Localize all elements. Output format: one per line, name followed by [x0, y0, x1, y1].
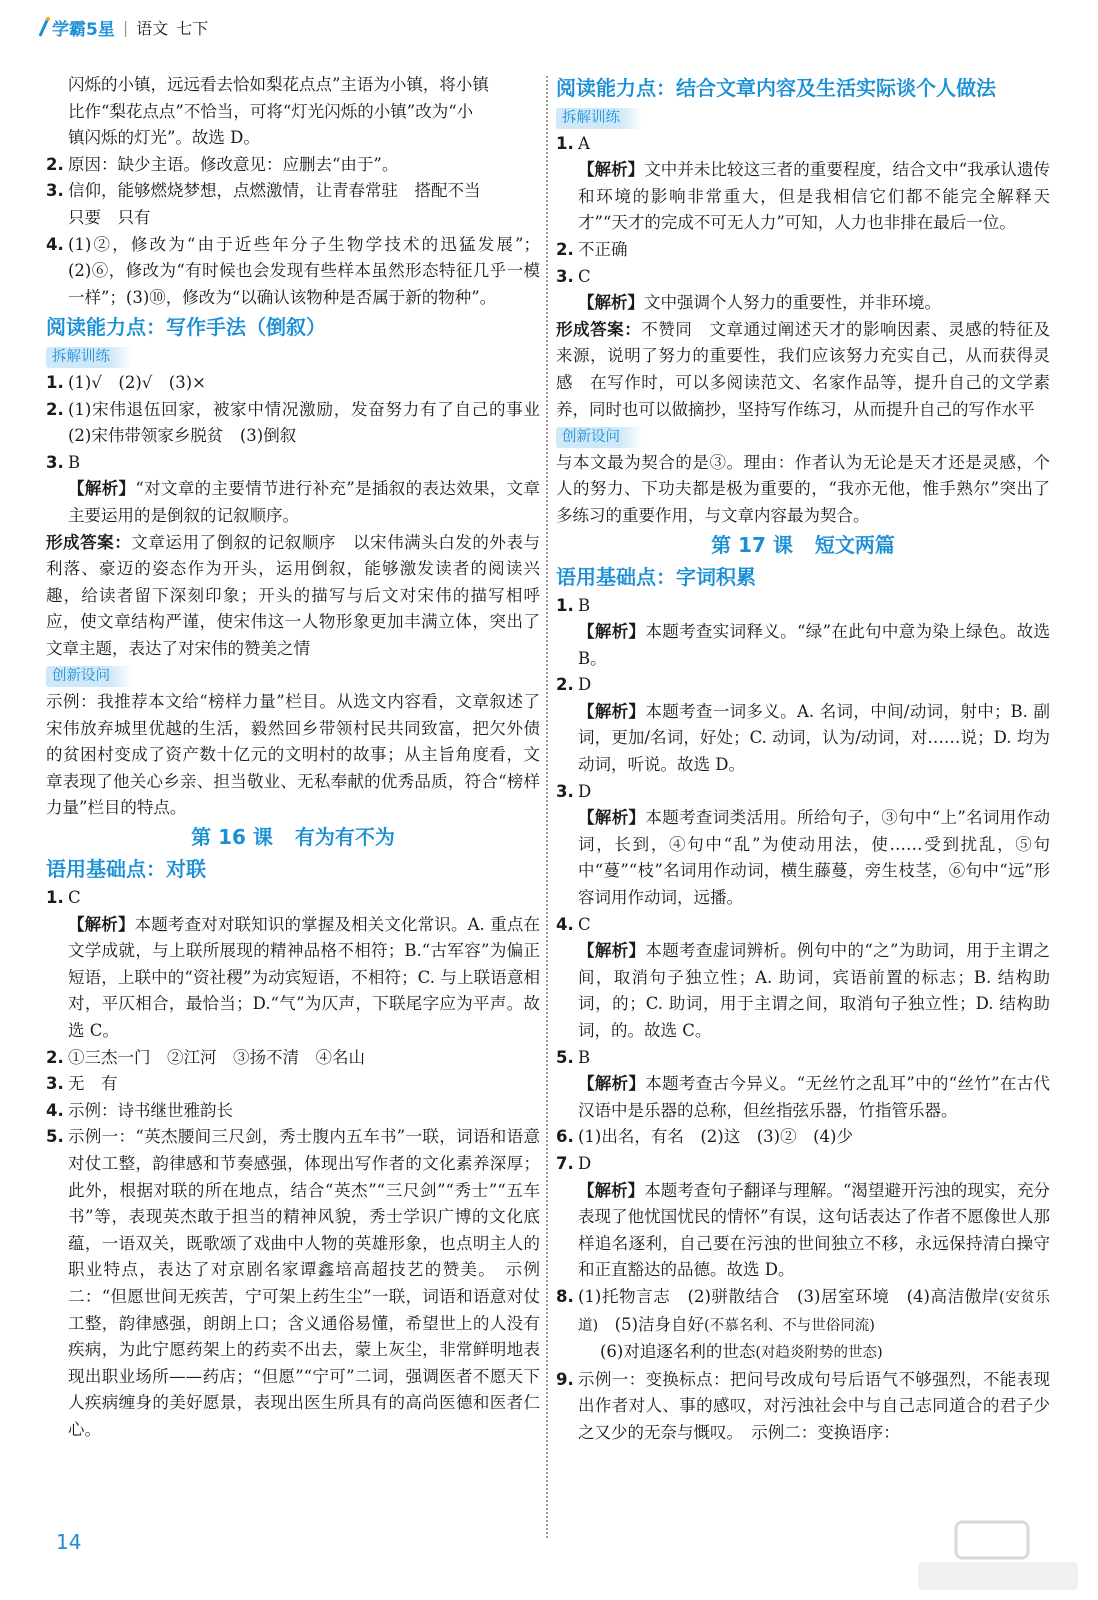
- analysis: 【解析】本题考查虚词辨析。例句中的“之”为助词，用于主谓之间，取消句子独立性；A. 助词，宾语前置的标志；B. 结构助词，的；C. 助词，用于主谓之间，取消句子独立性；D. 结构助词，的。故选 C。: [578, 941, 1050, 1040]
- analysis: 【解析】本题考查词类活用。所给句子，③句中“上”名词用作动词，长到，④句中“乱”为使动用法，使……受到扰乱，⑤句中“蔓”“枝”名词用作动词，横生藤蔓，旁生枝茎，⑥句中“远”形容词用作动词，远播。: [578, 808, 1050, 908]
- page-header: [38, 12, 208, 42]
- right-column: [556, 72, 1050, 1447]
- question-2: 2. 不正确: [556, 239, 628, 259]
- formed-answer: 形成答案：文章运用了倒叙的记叙顺序 以宋伟满头白发的外表与利落、豪迈的姿态作为开头，运用倒叙，能够激发读者的阅读兴趣，给读者留下深刻印象；开头的描写与后文对宋伟的描写相呼应，使文章结构严谨，使宋伟这一人物形象更加丰满立体，突出了文章主题，表达了对宋伟的赞美之情: [46, 532, 541, 658]
- question-3: 3. C: [556, 266, 591, 286]
- question-8: 8. (1)托物言志 (2)骈散结合 (3)居室环境 (4)高洁傲岸(安贫乐道) (5)洁身自好(不慕名利、不与世俗同流) (6)对追逐名利的世态(对趋炎附势的世态): [556, 1286, 1050, 1362]
- intro-line: 闪烁的小镇，远远看去恰如梨花点点”主语为小镇，将小镇: [68, 75, 489, 94]
- question-2: 2. D: [556, 675, 592, 695]
- analysis: 【解析】本题考查句子翻译与理解。“渴望避开污浊的现实，充分表现了他忧国忧民的情怀”有误，这句话表达了作者不愿像世人那样追名逐利，自己要在污浊的世间独立不移，永远保持清白操守和正直豁达的品德。故选 D。: [578, 1180, 1051, 1280]
- analysis: 【解析】本题考查对对联知识的掌握及相关文化常识。A. 重点在文学成就，与上联所展现的精神品格不相符；B.“古军容”为偏正短语，上联中的“资社稷”为动宾短语，不相符；C. 与上联语意相对，平仄相合，最恰当；D.“气”为仄声，下联尾字应为平声。故选 C。: [68, 914, 541, 1040]
- lesson-heading: 第 17 课 短文两篇: [711, 532, 895, 557]
- question-9: 9. 示例一：变换标点：把问号改成句号后语气不够强烈，不能表现出作者对人、事的感叹，对污浊社会中与自己志同道合的君子少之又少的无奈与慨叹。 示例二：变换语序：: [556, 1369, 1050, 1442]
- question-4: 4. 示例：诗书继世雅韵长: [46, 1100, 233, 1120]
- section-badge: 创新设问: [46, 666, 132, 687]
- question-1: 1. C: [46, 888, 81, 908]
- question-2: 2. (1)宋伟退伍回家，被家中情况激励，发奋努力有了自己的事业 (2)宋伟带领家乡脱贫 (3)倒叙: [46, 399, 557, 446]
- analysis: 【解析】本题考查实词释义。“绿”在此句中意为染上绿色。故选 B。: [578, 622, 1050, 668]
- brand-name: 学霸5星: [52, 19, 115, 40]
- analysis: 【解析】本题考查一词多义。A. 名词，中间/动词，射中；B. 副词，更加/名词，好处；C. 动词，认为/动词，对……说；D. 均为动词，听说。故选 D。: [578, 701, 1050, 775]
- section-heading: 语用基础点：对联: [46, 857, 206, 882]
- question-5: 5. B: [556, 1047, 591, 1067]
- question-3: 3. 无 有: [46, 1074, 118, 1094]
- question-1: 1. (1)√ (2)√ (3)×: [46, 372, 206, 392]
- watermark-logo-icon: [908, 1518, 1088, 1594]
- header-subject: 语文: [136, 18, 169, 38]
- section-heading: 阅读能力点：写作手法（倒叙）: [46, 315, 326, 340]
- question-1: 1. B: [556, 595, 591, 615]
- analysis: 【解析】文中并未比较这三者的重要程度，结合文中“我承认遗传和环境的影响非常重大，但是我相信它们都不能完全解释天才”“天才的完成不可无人力”可知，人力也非排在最后一位。: [578, 160, 1051, 233]
- header-separator: |: [122, 17, 129, 37]
- header-grade: 七下: [176, 18, 209, 38]
- left-column: [46, 72, 557, 1444]
- analysis: 【解析】文中强调个人努力的重要性，并非环境。: [578, 293, 941, 313]
- question-3: 3. D: [556, 781, 592, 801]
- analysis: 【解析】本题考查古今异义。“无丝竹之乱耳”中的“丝竹”在古代汉语中是乐器的总称，但丝指弦乐器，竹指管乐器。: [578, 1074, 1050, 1120]
- question-3-continued: 只要 只有: [68, 207, 151, 227]
- question-3: 3. B: [46, 452, 81, 472]
- example-answer: 示例：我推荐本文给“榜样力量”栏目。从选文内容看，文章叙述了宋伟放弃城里优越的生活，毅然回乡带领村民共同致富，把欠外债的贫困村变成了资产数十亿元的文明村的故事；从主旨角度看，文章表现了他关心乡亲、担当敬业、无私奉献的优秀品质，符合“榜样力量”栏目的特点。: [46, 692, 540, 818]
- question-6: 6. (1)出名，有名 (2)这 (3)② (4)少: [556, 1127, 853, 1147]
- section-badge: 拆解训练: [556, 108, 642, 129]
- question-4: 4. C: [556, 914, 591, 934]
- question-5: 5. 示例一：“英杰腰间三尺剑，秀士腹内五车书”一联，词语和语意对仗工整，韵律感和节奏感强，体现出写作者的文化素养深厚；此外，根据对联的所在地点，结合“英杰”“三尺剑”“秀士”“五车书”等，表现英杰敢于担当的精神风貌，秀士学识广博的文化底蕴，一语双关，既歌颂了戏曲中人物的英雄形象，也点明主人的职业特点，表达了对京剧名家谭鑫培高超技艺的赞美。 示例二：“但愿世间无疾苦，宁可架上药生尘”一联，词语和语意对仗工整，韵律感强，朗朗上口；含义通俗易懂，希望世上的人没有疾病，为此宁愿药架上的药卖不出去，蒙上灰尘，非常鲜明地表现出职业场所——药店；“但愿”“宁可”二词，强调医者不愿天下人疾病缠身的美好愿景，表现出医生所具有的高尚医德和医者仁心。: [46, 1127, 540, 1439]
- section-badge: 创新设问: [556, 427, 642, 448]
- question-4: 4. (1)②，修改为“由于近些年分子生物学技术的迅猛发展”；(2)⑥，修改为“有时候也会发现有些样本虽然形态特征几乎一模一样”；(3)⑩，修改为“以确认该物种是否属于新的物种”。: [46, 234, 540, 307]
- intro-line: 比作“梨花点点”不恰当，可将“灯光闪烁的小镇”改为“小: [68, 101, 474, 121]
- brand-logo: [38, 15, 115, 40]
- intro-line: 镇闪烁的灯光”。故选 D。: [68, 128, 260, 148]
- column-divider: [546, 76, 548, 1538]
- section-heading: 语用基础点：字词积累: [556, 564, 756, 589]
- page-number: 14: [56, 1530, 82, 1554]
- lesson-heading: 第 16 课 有为有不为: [191, 825, 395, 850]
- question-1: 1. A: [556, 133, 590, 153]
- analysis: 【解析】“对文章的主要情节进行补充”是插叙的表达效果，文章主要运用的是倒叙的记叙顺序。: [68, 479, 540, 525]
- section-heading: 阅读能力点：结合文章内容及生活实际谈个人做法: [556, 76, 996, 100]
- question-3: 3. 信仰，能够燃烧梦想，点燃激情，让青春常驻 搭配不当: [46, 181, 481, 201]
- question-7: 7. D: [556, 1153, 592, 1173]
- brand-mark-icon: [38, 16, 50, 38]
- innovation-answer: 与本文最为契合的是③。理由：作者认为无论是天才还是灵感，个人的努力、下功夫都是极为重要的，“我亦无他，惟手熟尔”突出了多练习的重要作用，与文章内容最为契合。: [556, 452, 1050, 525]
- question-2: 2. ①三杰一门 ②江河 ③扬不清 ④名山: [46, 1047, 365, 1067]
- section-badge: 拆解训练: [46, 347, 132, 368]
- formed-answer: 形成答案：不赞同 文章通过阐述天才的影响因素、灵感的特征及来源，说明了努力的重要性，我们应该努力充实自己，从而获得灵感 在写作时，可以多阅读范文、名家作品等，提升自己的文学素养，同时也可以做摘抄，坚持写作练习，从而提升自己的写作水平: [556, 319, 1051, 419]
- question-2: 2. 原因：缺少主语。修改意见：应删去“由于”。: [46, 154, 399, 174]
